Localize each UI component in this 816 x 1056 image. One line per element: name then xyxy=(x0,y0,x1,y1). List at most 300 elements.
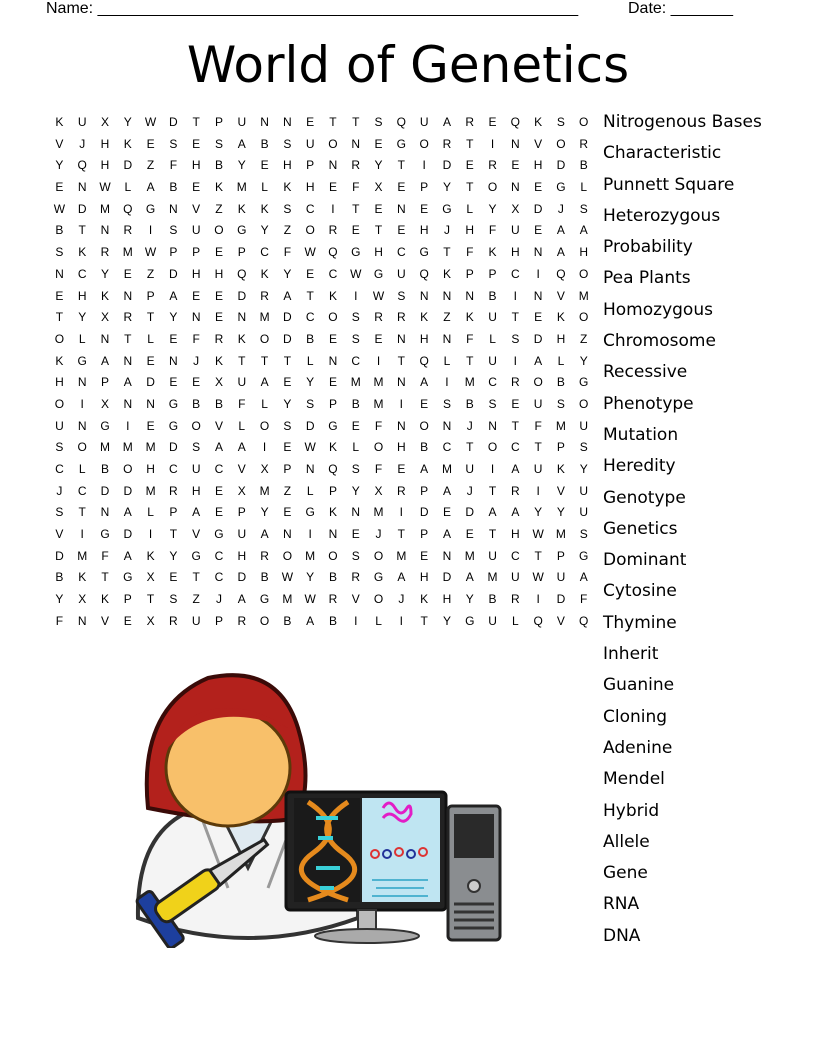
grid-letter[interactable]: A xyxy=(237,592,246,607)
name-field[interactable]: Name: ______________________________________________________ xyxy=(46,0,579,17)
grid-letter[interactable]: N xyxy=(442,418,452,433)
grid-letter[interactable]: H xyxy=(146,462,155,476)
grid-letter[interactable]: Q xyxy=(77,158,87,173)
grid-letter[interactable]: L xyxy=(124,180,132,195)
grid-letter[interactable]: E xyxy=(146,418,155,433)
grid-letter[interactable]: P xyxy=(192,245,201,260)
grid-letter[interactable]: J xyxy=(79,136,86,151)
grid-letter[interactable]: O xyxy=(214,223,224,238)
grid-letter[interactable]: F xyxy=(352,180,360,195)
grid-letter[interactable]: A xyxy=(579,570,588,585)
grid-letter[interactable]: K xyxy=(260,266,269,281)
grid-letter[interactable]: R xyxy=(465,115,475,129)
grid-letter[interactable]: A xyxy=(237,136,246,151)
grid-letter[interactable]: U xyxy=(511,223,520,238)
grid-letter[interactable]: R xyxy=(511,375,520,390)
grid-letter[interactable]: W xyxy=(281,570,294,585)
grid-letter[interactable]: Y xyxy=(169,310,178,325)
grid-letter[interactable]: C xyxy=(169,462,178,476)
grid-letter[interactable]: F xyxy=(534,418,542,433)
grid-letter[interactable]: T xyxy=(78,505,86,520)
grid-letter[interactable]: E xyxy=(123,266,132,281)
grid-letter[interactable]: Y xyxy=(123,115,132,129)
grid-letter[interactable]: P xyxy=(283,462,292,476)
grid-letter[interactable]: I xyxy=(536,266,540,281)
grid-letter[interactable]: O xyxy=(579,310,589,325)
grid-letter[interactable]: K xyxy=(55,115,64,129)
grid-letter[interactable]: G xyxy=(465,613,475,628)
grid-letter[interactable]: S xyxy=(488,396,497,411)
grid-letter[interactable]: B xyxy=(556,375,565,390)
grid-letter[interactable]: A xyxy=(511,505,520,520)
grid-letter[interactable]: P xyxy=(420,180,429,195)
grid-letter[interactable]: F xyxy=(101,548,109,563)
grid-letter[interactable]: I xyxy=(80,527,84,542)
grid-letter[interactable]: A xyxy=(146,180,155,195)
grid-letter[interactable]: S xyxy=(579,201,588,216)
grid-letter[interactable]: P xyxy=(237,505,246,520)
grid-letter[interactable]: W xyxy=(144,245,157,260)
grid-letter[interactable]: O xyxy=(579,115,589,129)
grid-letter[interactable]: I xyxy=(308,527,312,542)
grid-letter[interactable]: L xyxy=(306,483,314,498)
grid-letter[interactable]: R xyxy=(100,245,110,260)
grid-letter[interactable]: K xyxy=(420,592,429,607)
grid-letter[interactable]: B xyxy=(465,396,474,411)
grid-letter[interactable]: L xyxy=(147,331,154,346)
grid-letter[interactable]: E xyxy=(534,310,543,325)
grid-letter[interactable]: R xyxy=(169,483,178,498)
grid-letter[interactable]: N xyxy=(511,180,520,195)
grid-letter[interactable]: W xyxy=(350,266,362,281)
grid-letter[interactable]: I xyxy=(262,440,267,455)
grid-letter[interactable]: K xyxy=(556,310,565,325)
grid-letter[interactable]: O xyxy=(77,440,87,455)
grid-letter[interactable]: H xyxy=(55,375,64,390)
grid-letter[interactable]: J xyxy=(466,483,473,498)
grid-letter[interactable]: S xyxy=(55,505,64,520)
grid-letter[interactable]: V xyxy=(192,527,201,542)
grid-letter[interactable]: D xyxy=(283,331,292,346)
grid-letter[interactable]: M xyxy=(555,527,566,542)
grid-letter[interactable]: M xyxy=(236,180,247,195)
grid-letter[interactable]: E xyxy=(214,310,223,325)
grid-letter[interactable]: T xyxy=(306,288,314,303)
grid-letter[interactable]: D xyxy=(237,570,247,585)
grid-letter[interactable]: E xyxy=(374,201,383,216)
grid-letter[interactable]: A xyxy=(123,375,132,390)
grid-letter[interactable]: E xyxy=(374,136,383,151)
grid-letter[interactable]: N xyxy=(533,245,543,260)
grid-letter[interactable]: H xyxy=(397,440,406,455)
grid-letter[interactable]: W xyxy=(532,570,544,585)
grid-letter[interactable]: O xyxy=(123,462,133,476)
grid-letter[interactable]: E xyxy=(328,375,337,390)
grid-letter[interactable]: O xyxy=(419,136,429,151)
grid-letter[interactable]: B xyxy=(351,396,360,411)
grid-letter[interactable]: M xyxy=(396,548,407,563)
grid-letter[interactable]: H xyxy=(305,180,315,195)
grid-letter[interactable]: P xyxy=(146,288,155,303)
grid-letter[interactable]: U xyxy=(556,570,566,585)
grid-letter[interactable]: B xyxy=(169,180,178,195)
grid-letter[interactable]: R xyxy=(579,136,589,151)
grid-letter[interactable]: E xyxy=(146,136,155,151)
grid-letter[interactable]: I xyxy=(80,396,84,411)
grid-letter[interactable]: F xyxy=(238,396,246,411)
grid-letter[interactable]: G xyxy=(168,396,179,411)
grid-letter[interactable]: X xyxy=(146,570,155,585)
grid-letter[interactable]: H xyxy=(442,592,452,607)
grid-letter[interactable]: S xyxy=(374,115,383,129)
grid-letter[interactable]: N xyxy=(488,418,497,433)
grid-letter[interactable]: D xyxy=(556,158,566,173)
grid-letter[interactable]: G xyxy=(442,201,452,216)
grid-letter[interactable]: T xyxy=(511,310,519,325)
grid-letter[interactable]: Z xyxy=(283,223,292,238)
grid-letter[interactable]: S xyxy=(55,245,64,260)
grid-letter[interactable]: O xyxy=(259,331,270,346)
grid-letter[interactable]: R xyxy=(260,548,269,563)
grid-letter[interactable]: U xyxy=(191,462,201,476)
grid-letter[interactable]: B xyxy=(488,288,497,303)
grid-letter[interactable]: E xyxy=(214,505,223,520)
grid-letter[interactable]: E xyxy=(374,331,383,346)
grid-letter[interactable]: S xyxy=(351,548,360,563)
grid-letter[interactable]: H xyxy=(100,158,110,173)
grid-letter[interactable]: T xyxy=(146,310,155,325)
grid-letter[interactable]: S xyxy=(306,396,315,411)
grid-letter[interactable]: I xyxy=(536,483,540,498)
grid-letter[interactable]: W xyxy=(304,245,316,260)
grid-letter[interactable]: G xyxy=(100,418,110,433)
grid-letter[interactable]: N xyxy=(169,353,178,368)
grid-letter[interactable]: M xyxy=(555,418,566,433)
grid-letter[interactable]: W xyxy=(304,440,316,455)
grid-letter[interactable]: S xyxy=(351,331,360,346)
grid-letter[interactable]: M xyxy=(145,440,156,455)
grid-letter[interactable]: E xyxy=(420,548,429,563)
grid-letter[interactable]: F xyxy=(374,418,383,433)
grid-letter[interactable]: D xyxy=(169,266,178,281)
grid-letter[interactable]: U xyxy=(237,527,247,542)
grid-letter[interactable]: U xyxy=(488,548,497,563)
grid-letter[interactable]: U xyxy=(237,375,247,390)
grid-letter[interactable]: Y xyxy=(556,505,565,520)
grid-letter[interactable]: S xyxy=(511,331,520,346)
grid-letter[interactable]: N xyxy=(328,158,338,173)
grid-letter[interactable]: B xyxy=(100,462,109,476)
grid-letter[interactable]: N xyxy=(419,288,429,303)
grid-letter[interactable]: N xyxy=(123,288,133,303)
grid-letter[interactable]: M xyxy=(373,505,384,520)
grid-letter[interactable]: J xyxy=(375,527,382,542)
grid-letter[interactable]: C xyxy=(214,548,224,563)
grid-letter[interactable]: B xyxy=(306,331,315,346)
grid-letter[interactable]: D xyxy=(77,201,87,216)
grid-letter[interactable]: C xyxy=(77,483,87,498)
grid-letter[interactable]: K xyxy=(78,245,87,260)
grid-letter[interactable]: L xyxy=(238,418,246,433)
grid-letter[interactable]: L xyxy=(261,180,268,195)
grid-letter[interactable]: E xyxy=(488,115,497,129)
grid-letter[interactable]: A xyxy=(556,245,565,260)
grid-letter[interactable]: S xyxy=(169,223,178,238)
grid-letter[interactable]: D xyxy=(533,201,543,216)
grid-letter[interactable]: M xyxy=(373,375,384,390)
grid-letter[interactable]: D xyxy=(123,158,133,173)
grid-letter[interactable]: X xyxy=(146,613,155,628)
grid-letter[interactable]: V xyxy=(351,592,360,607)
grid-letter[interactable]: Y xyxy=(260,223,269,238)
grid-letter[interactable]: E xyxy=(192,180,201,195)
grid-letter[interactable]: I xyxy=(354,613,358,628)
grid-letter[interactable]: T xyxy=(55,310,64,325)
grid-letter[interactable]: B xyxy=(328,570,337,585)
grid-letter[interactable]: L xyxy=(261,396,268,411)
grid-letter[interactable]: D xyxy=(533,331,543,346)
grid-letter[interactable]: U xyxy=(419,115,429,129)
grid-letter[interactable]: M xyxy=(282,592,293,607)
grid-letter[interactable]: Z xyxy=(146,266,155,281)
grid-letter[interactable]: V xyxy=(534,136,543,151)
grid-letter[interactable]: T xyxy=(397,158,406,173)
grid-letter[interactable]: B xyxy=(420,440,429,455)
grid-letter[interactable]: I xyxy=(422,158,426,173)
date-field[interactable]: Date: _______ xyxy=(628,0,733,17)
grid-letter[interactable]: G xyxy=(373,570,384,585)
grid-letter[interactable]: G xyxy=(419,245,429,260)
grid-letter[interactable]: Y xyxy=(306,570,315,585)
grid-letter[interactable]: W xyxy=(144,115,157,129)
grid-letter[interactable]: E xyxy=(306,115,315,129)
grid-letter[interactable]: L xyxy=(466,201,474,216)
grid-letter[interactable]: M xyxy=(464,375,475,390)
grid-letter[interactable]: O xyxy=(487,180,498,195)
grid-letter[interactable]: R xyxy=(328,592,338,607)
grid-letter[interactable]: N xyxy=(397,331,406,346)
grid-letter[interactable]: R xyxy=(511,483,520,498)
grid-letter[interactable]: U xyxy=(191,613,201,628)
grid-letter[interactable]: G xyxy=(579,375,589,390)
grid-letter[interactable]: S xyxy=(169,136,178,151)
grid-letter[interactable]: O xyxy=(556,136,566,151)
grid-letter[interactable]: N xyxy=(533,288,543,303)
grid-letter[interactable]: J xyxy=(193,353,200,368)
grid-letter[interactable]: K xyxy=(328,505,337,520)
grid-letter[interactable]: U xyxy=(77,115,87,129)
grid-letter[interactable]: Z xyxy=(215,201,223,216)
grid-letter[interactable]: T xyxy=(78,223,86,238)
grid-letter[interactable]: D xyxy=(283,310,292,325)
grid-letter[interactable]: P xyxy=(214,115,223,129)
grid-letter[interactable]: H xyxy=(100,136,110,151)
grid-letter[interactable]: O xyxy=(54,331,65,346)
grid-letter[interactable]: X xyxy=(100,396,109,411)
grid-letter[interactable]: T xyxy=(192,570,200,585)
grid-letter[interactable]: O xyxy=(373,440,384,455)
grid-letter[interactable]: E xyxy=(351,223,360,238)
grid-letter[interactable]: N xyxy=(237,310,247,325)
grid-letter[interactable]: I xyxy=(399,613,404,628)
grid-letter[interactable]: T xyxy=(466,136,474,151)
grid-letter[interactable]: R xyxy=(511,592,520,607)
grid-letter[interactable]: C xyxy=(488,375,497,390)
grid-letter[interactable]: T xyxy=(397,353,406,368)
grid-letter[interactable]: H xyxy=(191,158,201,173)
grid-letter[interactable]: R xyxy=(123,310,133,325)
grid-letter[interactable]: N xyxy=(397,375,406,390)
grid-letter[interactable]: S xyxy=(442,396,451,411)
grid-letter[interactable]: D xyxy=(123,483,133,498)
grid-letter[interactable]: U xyxy=(397,266,406,281)
grid-letter[interactable]: M xyxy=(259,483,270,498)
grid-letter[interactable]: S xyxy=(556,396,565,411)
grid-letter[interactable]: N xyxy=(305,462,315,476)
grid-letter[interactable]: M xyxy=(122,245,133,260)
grid-letter[interactable]: Y xyxy=(283,396,292,411)
grid-letter[interactable]: O xyxy=(282,548,293,563)
grid-letter[interactable]: K xyxy=(328,440,337,455)
grid-letter[interactable]: M xyxy=(99,201,110,216)
grid-letter[interactable]: V xyxy=(55,136,64,151)
grid-letter[interactable]: G xyxy=(351,245,361,260)
grid-letter[interactable]: V xyxy=(55,527,64,542)
grid-letter[interactable]: K xyxy=(214,180,223,195)
grid-letter[interactable]: E xyxy=(214,483,223,498)
grid-letter[interactable]: I xyxy=(148,223,153,238)
grid-letter[interactable]: L xyxy=(489,331,496,346)
grid-letter[interactable]: E xyxy=(192,375,201,390)
grid-letter[interactable]: P xyxy=(556,440,565,455)
grid-letter[interactable]: E xyxy=(169,331,178,346)
grid-letter[interactable]: Y xyxy=(465,592,474,607)
grid-letter[interactable]: A xyxy=(488,505,497,520)
grid-letter[interactable]: S xyxy=(351,310,360,325)
grid-letter[interactable]: E xyxy=(534,223,543,238)
grid-letter[interactable]: T xyxy=(329,115,337,129)
grid-letter[interactable]: V xyxy=(100,613,109,628)
grid-letter[interactable]: C xyxy=(305,201,315,216)
grid-letter[interactable]: E xyxy=(397,180,406,195)
grid-letter[interactable]: T xyxy=(352,201,360,216)
grid-letter[interactable]: E xyxy=(192,288,201,303)
grid-letter[interactable]: B xyxy=(214,396,223,411)
grid-letter[interactable]: H xyxy=(556,331,566,346)
grid-letter[interactable]: M xyxy=(487,570,498,585)
grid-letter[interactable]: Y xyxy=(488,201,497,216)
grid-letter[interactable]: E xyxy=(397,223,406,238)
grid-letter[interactable]: H xyxy=(191,483,201,498)
grid-letter[interactable]: E xyxy=(214,288,223,303)
grid-letter[interactable]: T xyxy=(352,115,360,129)
grid-letter[interactable]: K xyxy=(328,288,337,303)
grid-letter[interactable]: N xyxy=(191,310,201,325)
grid-letter[interactable]: T xyxy=(534,548,542,563)
grid-letter[interactable]: T xyxy=(169,527,178,542)
grid-letter[interactable]: X xyxy=(511,201,520,216)
grid-letter[interactable]: T xyxy=(511,418,519,433)
grid-letter[interactable]: P xyxy=(556,548,565,563)
grid-letter[interactable]: L xyxy=(352,440,360,455)
grid-letter[interactable]: N xyxy=(351,505,361,520)
grid-letter[interactable]: T xyxy=(420,613,428,628)
grid-letter[interactable]: B xyxy=(260,136,269,151)
grid-letter[interactable]: C xyxy=(214,570,224,585)
grid-letter[interactable]: N xyxy=(169,201,178,216)
grid-letter[interactable]: E xyxy=(283,375,292,390)
grid-letter[interactable]: Z xyxy=(192,592,200,607)
grid-letter[interactable]: K xyxy=(100,592,109,607)
grid-letter[interactable]: W xyxy=(99,180,111,195)
grid-letter[interactable]: Y xyxy=(169,548,178,563)
grid-letter[interactable]: W xyxy=(304,592,316,607)
grid-letter[interactable]: H xyxy=(533,158,543,173)
grid-letter[interactable]: Y xyxy=(78,310,87,325)
grid-letter[interactable]: W xyxy=(372,288,385,303)
grid-letter[interactable]: G xyxy=(214,527,224,542)
grid-letter[interactable]: M xyxy=(122,440,133,455)
grid-letter[interactable]: T xyxy=(466,440,474,455)
grid-letter[interactable]: O xyxy=(305,223,315,238)
grid-letter[interactable]: C xyxy=(511,440,520,455)
grid-letter[interactable]: G xyxy=(77,353,87,368)
grid-letter[interactable]: I xyxy=(399,396,404,411)
grid-letter[interactable]: P xyxy=(328,483,337,498)
grid-letter[interactable]: R xyxy=(351,570,361,585)
grid-letter[interactable]: I xyxy=(536,592,540,607)
grid-letter[interactable]: X xyxy=(374,483,383,498)
grid-letter[interactable]: E xyxy=(283,440,292,455)
grid-letter[interactable]: T xyxy=(488,527,497,542)
grid-letter[interactable]: J xyxy=(443,223,450,238)
grid-letter[interactable]: U xyxy=(488,613,497,628)
grid-letter[interactable]: J xyxy=(215,592,222,607)
grid-letter[interactable]: N xyxy=(123,396,133,411)
grid-letter[interactable]: K xyxy=(465,310,474,325)
grid-letter[interactable]: C xyxy=(511,548,520,563)
grid-letter[interactable]: V xyxy=(237,462,246,476)
grid-letter[interactable]: N xyxy=(260,115,269,129)
grid-letter[interactable]: P xyxy=(306,158,315,173)
grid-letter[interactable]: A xyxy=(123,548,132,563)
grid-letter[interactable]: A xyxy=(465,570,474,585)
grid-letter[interactable]: N xyxy=(465,288,475,303)
grid-letter[interactable]: O xyxy=(579,266,589,281)
grid-letter[interactable]: E xyxy=(442,505,451,520)
grid-letter[interactable]: T xyxy=(466,353,474,368)
grid-letter[interactable]: T xyxy=(466,180,474,195)
grid-letter[interactable]: P xyxy=(100,375,109,390)
grid-letter[interactable]: D xyxy=(146,375,155,390)
grid-letter[interactable]: G xyxy=(556,180,566,195)
grid-letter[interactable]: V xyxy=(556,483,565,498)
grid-letter[interactable]: E xyxy=(306,266,315,281)
grid-letter[interactable]: B xyxy=(192,396,201,411)
grid-letter[interactable]: D xyxy=(169,440,178,455)
grid-letter[interactable]: T xyxy=(283,353,292,368)
grid-letter[interactable]: I xyxy=(331,201,335,216)
grid-letter[interactable]: T xyxy=(101,570,109,585)
grid-letter[interactable]: G xyxy=(259,592,270,607)
grid-letter[interactable]: T xyxy=(146,592,155,607)
grid-letter[interactable]: C xyxy=(351,353,361,368)
grid-letter[interactable]: Y xyxy=(534,505,543,520)
grid-letter[interactable]: D xyxy=(169,115,178,129)
grid-letter[interactable]: A xyxy=(100,353,109,368)
grid-letter[interactable]: S xyxy=(283,136,292,151)
grid-letter[interactable]: E xyxy=(328,331,337,346)
